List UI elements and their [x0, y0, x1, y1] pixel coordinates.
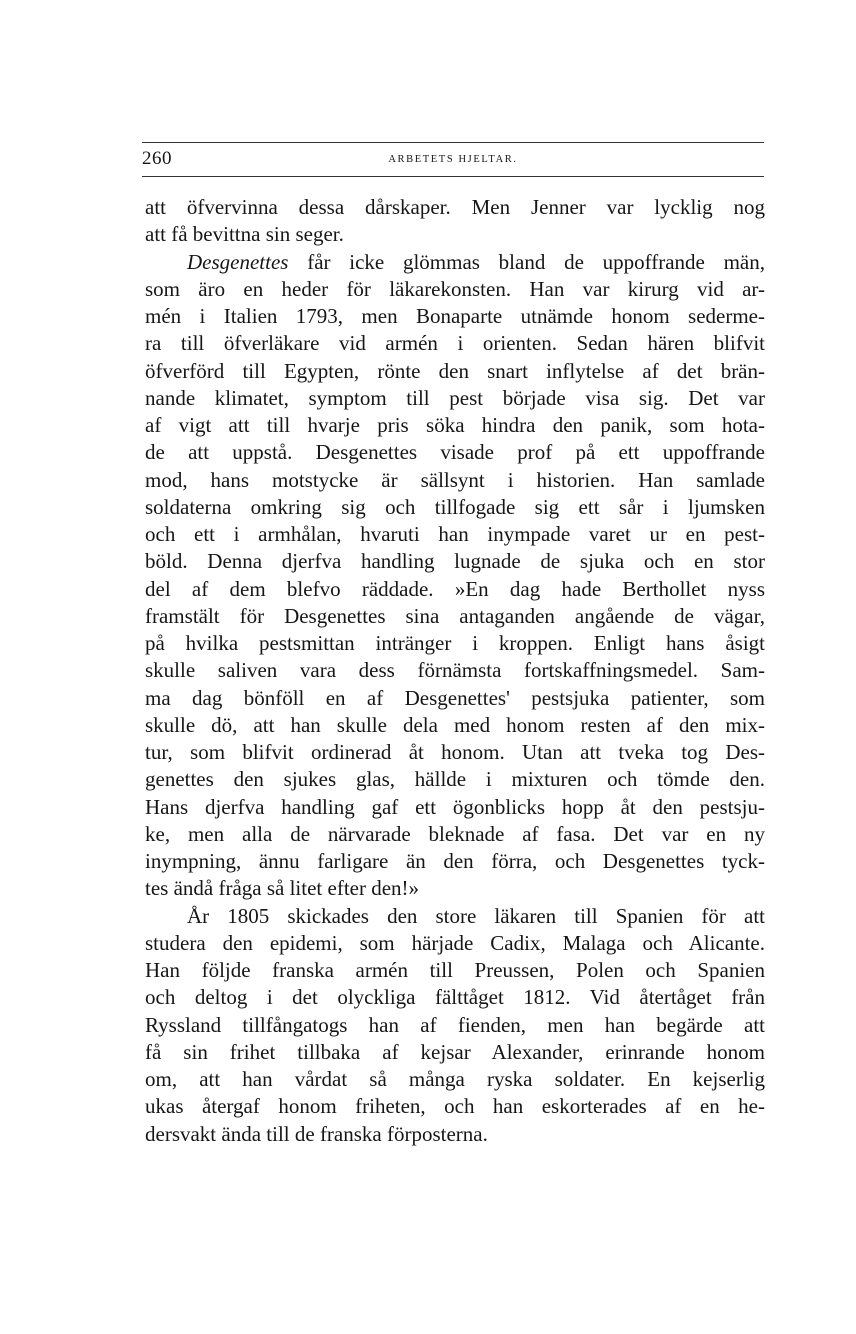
text-line: År 1805 skickades den store läkaren till Spanien för att [187, 903, 765, 928]
text-line: de att uppstå. Desgenettes visade prof på ett uppoffrande [145, 440, 765, 465]
text-line: dersvakt ända till de franska förposterna. [145, 1121, 488, 1146]
text-line: mén i Italien 1793, men Bonaparte utnämde honom sederme- [145, 304, 765, 328]
text-line: att få bevittna sin seger. [145, 222, 344, 247]
text-line: böld. Denna djerfva handling lugnade de sjuka och en stor [145, 549, 765, 574]
paragraph [145, 194, 765, 249]
text-line: studera den epidemi, som härjade Cadix, Malaga och Alicante. [145, 930, 765, 955]
paragraph [145, 249, 765, 903]
running-title: ARBETETS HJELTAR. [388, 154, 518, 165]
text-line: genettes den sjukes glas, hällde i mixturen och tömde den. [145, 767, 765, 792]
text-line: af vigt att till hvarje pris söka hindra den panik, som hota- [145, 413, 765, 437]
text-line: Hans djerfva handling gaf ett ögonblicks hopp åt den pestsju- [145, 794, 765, 819]
body-text [145, 194, 765, 1148]
page-number: 260 [142, 148, 172, 169]
text-line: som äro en heder för läkarekonsten. Han var kirurg vid ar- [145, 276, 765, 301]
header-rule [142, 176, 764, 177]
text-line: Ryssland tillfångatogs han af fienden, men han begärde att [145, 1012, 765, 1037]
text-line: om, att han vårdat så många ryska soldater. En kejserlig [145, 1067, 765, 1091]
text-line [145, 249, 765, 276]
text-line: nande klimatet, symptom till pest började visa sig. Det var [145, 385, 765, 410]
text-line: ke, men alla de närvarade bleknade af fasa. Det var en ny [145, 821, 765, 846]
text-line: att öfvervinna dessa dårskaper. Men Jenner var lycklig nog [145, 195, 765, 219]
text-line: ukas återgaf honom friheten, och han eskorterades af en he- [145, 1094, 765, 1119]
paragraph [145, 903, 765, 1148]
text-line: inympning, ännu farligare än den förra, och Desgenettes tyck- [145, 849, 765, 873]
text-line: soldaterna omkring sig och tillfogade sig ett sår i ljumsken [145, 494, 765, 519]
text-line: tur, som blifvit ordinerad åt honom. Utan att tveka tog Des- [145, 740, 765, 764]
text-line: del af dem blefvo räddade. »En dag hade Berthollet nyss [145, 576, 765, 601]
text-line: och deltog i det olyckliga fälttåget 1812. Vid återtåget från [145, 985, 765, 1010]
text-line: på hvilka pestsmittan intränger i kroppen. Enligt hans åsigt [145, 631, 765, 655]
text-line: Han följde franska armén till Preussen, Polen och Spanien [145, 958, 765, 982]
text-line: skulle saliven vara dess förnämsta fortskaffningsmedel. Sam- [145, 658, 765, 683]
text-line: och ett i armhålan, hvaruti han inympade varet ur en pest- [145, 522, 765, 546]
text-line: framstält för Desgenettes sina antaganden angående de vägar, [145, 603, 765, 628]
page-header [142, 148, 764, 174]
text-line: mod, hans motstycke är sällsynt i historien. Han samlade [145, 467, 765, 492]
text-line: tes ändå fråga så litet efter den!» [145, 876, 420, 901]
italic-name: Desgenettes [187, 249, 289, 274]
text-line: ma dag bönföll en af Desgenettes' pestsjuka patienter, som [145, 685, 765, 710]
text-line: ra till öfverläkare vid armén i orienten. Sedan hären blifvit [145, 331, 765, 356]
text-line: få sin frihet tillbaka af kejsar Alexander, erinrande honom [145, 1039, 765, 1064]
text-line: skulle dö, att han skulle dela med honom resten af den mix- [145, 712, 765, 737]
top-rule [142, 142, 764, 143]
text-line-rest: får icke glömmas bland de uppoffrande män, [288, 249, 765, 274]
text-line: öfverförd till Egypten, rönte den snart inflytelse af det brän- [145, 358, 765, 383]
